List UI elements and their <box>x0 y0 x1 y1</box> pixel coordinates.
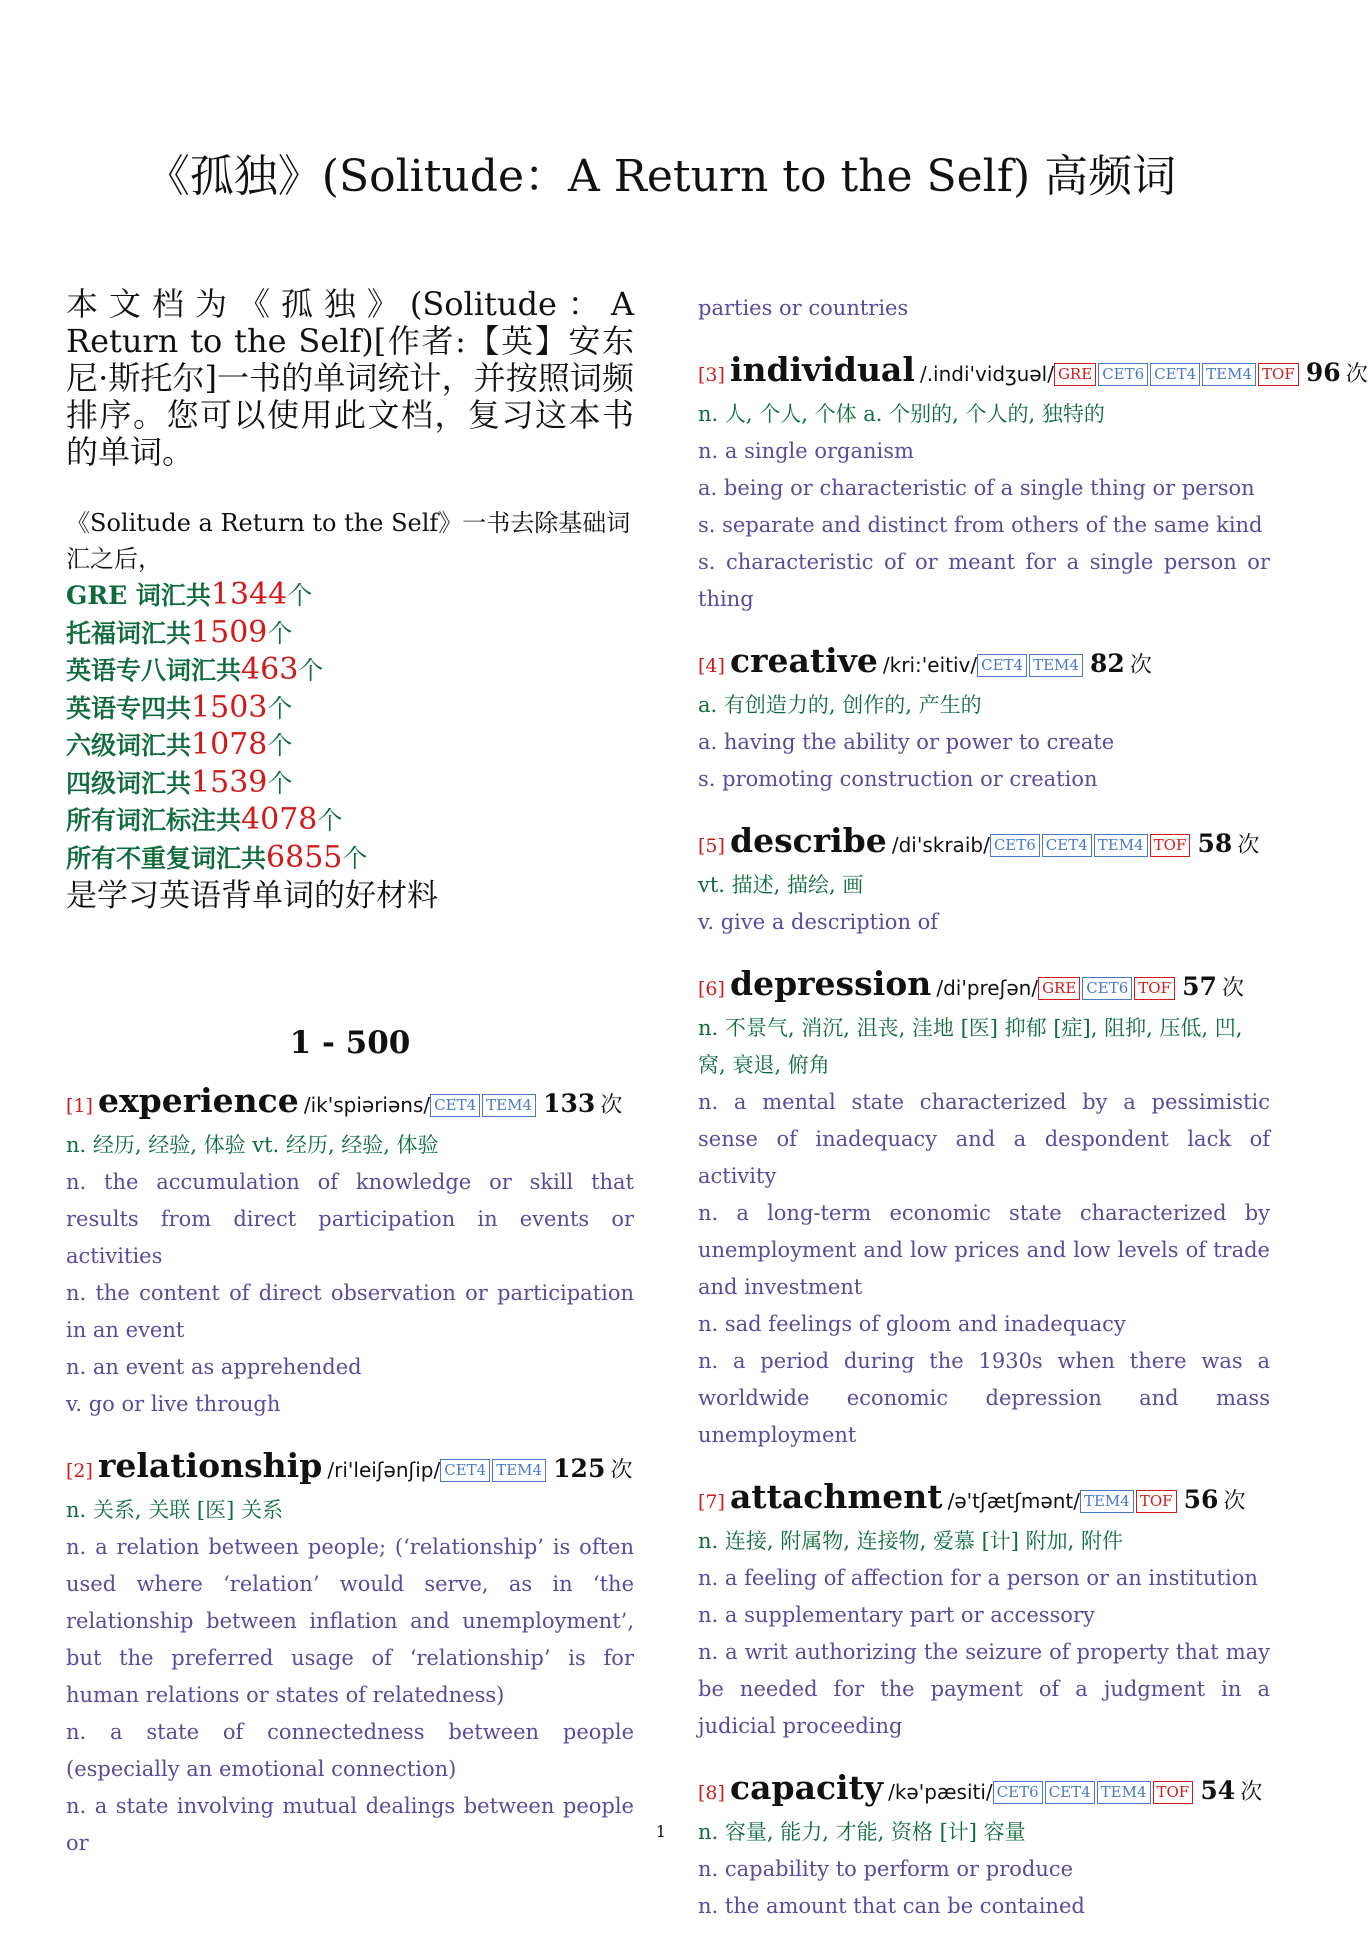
exam-tag-cet4: CET4 <box>1045 1781 1095 1804</box>
frequency-count: 58 <box>1197 829 1233 858</box>
entry-index: [2] <box>66 1460 93 1482</box>
stat-value: 1539 <box>191 764 268 800</box>
stat-unit: 个 <box>267 731 293 760</box>
entry-header <box>698 821 1270 867</box>
stat-line <box>66 727 634 765</box>
entry-index: [4] <box>698 655 725 677</box>
entry-index: [7] <box>698 1491 725 1513</box>
stats-lead: 《Solitude a Return to the Self》一书去除基础词汇之后， <box>66 509 631 573</box>
phonetic: /.indi'vidʒuəl/ <box>919 362 1054 386</box>
frequency-count: 133 <box>543 1089 596 1118</box>
left-entries <box>66 1081 634 1862</box>
entry-index: [1] <box>66 1095 93 1117</box>
chinese-definition: n. 连接, 附属物, 连接物, 爱慕 [计] 附加, 附件 <box>698 1529 1124 1553</box>
stat-unit: 个 <box>298 656 324 685</box>
frequency-unit: 次 <box>1240 1780 1263 1805</box>
english-definition: n. a state involving mutual dealings between people or <box>66 1794 634 1855</box>
stat-value: 6855 <box>266 839 343 875</box>
entry-index: [3] <box>698 364 725 386</box>
phonetic: /kri:'eitiv/ <box>882 653 978 677</box>
chinese-definition: n. 不景气, 消沉, 沮丧, 洼地 [医] 抑郁 [症], 阻抑, 压低, 凹, 窝, 衰退, 俯角 <box>698 1016 1243 1077</box>
stats-closing: 是学习英语背单词的好材料 <box>66 878 438 914</box>
stat-unit: 个 <box>267 693 293 723</box>
exam-tag-tem4: TEM4 <box>1094 834 1148 857</box>
english-definition: n. a supplementary part or accessory <box>698 1603 1095 1627</box>
exam-tag-cet4: CET4 <box>440 1459 490 1482</box>
entry-header <box>698 1768 1270 1814</box>
stats-list <box>66 577 634 877</box>
exam-tag-tof: TOF <box>1153 1781 1194 1804</box>
exam-tag-cet6: CET6 <box>990 834 1040 857</box>
exam-tag-tem4: TEM4 <box>1202 363 1256 386</box>
frequency-unit: 次 <box>1237 833 1260 858</box>
phonetic: /ik'spiəriəns/ <box>303 1093 431 1117</box>
english-definition: n. a period during the 1930s when there was a worldwide economic depression and mass unemployment <box>698 1349 1270 1447</box>
headword: describe <box>730 821 887 860</box>
right-entries <box>698 350 1368 1925</box>
english-definition: n. the accumulation of knowledge or skill that results from direct participation in events or activities <box>66 1170 634 1268</box>
english-definition: n. an event as apprehended <box>66 1355 362 1379</box>
stat-unit: 个 <box>317 806 343 835</box>
entry-header <box>698 964 1270 1010</box>
stat-line <box>66 802 634 840</box>
stat-unit: 个 <box>267 618 293 648</box>
exam-tag-cet6: CET6 <box>1098 363 1148 386</box>
phonetic: /di'skraib/ <box>891 833 990 857</box>
word-entry <box>698 1477 1270 1745</box>
word-entry <box>698 641 1270 798</box>
exam-tag-tof: TOF <box>1136 1490 1177 1513</box>
stat-value: 1344 <box>210 577 288 612</box>
word-entry <box>66 1446 634 1862</box>
stat-label: 英语专四共 <box>66 693 192 723</box>
english-definition: a. having the ability or power to create <box>698 730 1115 754</box>
frequency-count: 57 <box>1182 972 1217 1001</box>
stat-value: 1509 <box>191 614 268 650</box>
english-definition: v. give a description of <box>698 910 939 934</box>
frequency-unit: 次 <box>1129 653 1152 678</box>
exam-tag-cet6: CET6 <box>1082 977 1132 1000</box>
chinese-definition: n. 人, 个人, 个体 a. 个别的, 个人的, 独特的 <box>698 402 1105 426</box>
english-definition: s. separate and distinct from others of the same kind <box>698 513 1263 537</box>
frequency-count: 96 <box>1305 358 1341 387</box>
word-entry <box>698 821 1270 941</box>
english-definition: n. sad feelings of gloom and inadequacy <box>698 1312 1126 1336</box>
english-definition: n. the amount that can be contained <box>698 1894 1085 1918</box>
english-definition: n. a feeling of affection for a person or an institution <box>698 1566 1258 1590</box>
stat-unit: 个 <box>287 581 313 610</box>
frequency-unit: 次 <box>610 1458 633 1483</box>
intro-paragraph: 本文档为《孤独》(Solitude：A Return to the Self)[作者:【英】安东尼·斯托尔]一书的单词统计，并按照词频排序。您可以使用此文档，复习这本书的单词。 <box>66 285 634 471</box>
entry-index: [8] <box>698 1782 725 1804</box>
chinese-definition: a. 有创造力的, 创作的, 产生的 <box>698 693 982 717</box>
page-title: 《孤独》(Solitude：A Return to the Self) 高频词 <box>145 151 1177 202</box>
stat-value: 463 <box>241 652 299 687</box>
entry-header <box>66 1081 634 1127</box>
word-entry <box>698 964 1270 1454</box>
headword: individual <box>730 350 915 389</box>
stat-unit: 个 <box>267 768 293 798</box>
exam-tag-cet4: CET4 <box>977 654 1027 677</box>
stat-value: 1503 <box>191 689 268 725</box>
exam-tag-tof: TOF <box>1134 977 1175 1000</box>
english-definition: n. a mental state characterized by a pessimistic sense of inadequacy and a despondent lack of activity <box>698 1090 1270 1188</box>
exam-tag-cet4: CET4 <box>1042 834 1092 857</box>
stat-label: 所有不重复词汇共 <box>66 843 267 873</box>
exam-tag-tof: TOF <box>1150 834 1191 857</box>
word-entry <box>698 1768 1270 1925</box>
exam-tag-cet6: CET6 <box>993 1781 1043 1804</box>
english-definition: n. a long-term economic state characterized by unemployment and low prices and low levels of trade and investment <box>698 1201 1270 1299</box>
exam-tag-cet4: CET4 <box>1150 363 1200 386</box>
range-heading: 1 - 500 <box>289 1025 411 1061</box>
english-definition: n. a single organism <box>698 439 914 463</box>
english-definition: n. the content of direct observation or participation in an event <box>66 1281 634 1342</box>
entry-header <box>698 350 1368 396</box>
stat-line <box>66 577 634 615</box>
exam-tag-tem4: TEM4 <box>1097 1781 1151 1804</box>
stat-line <box>66 765 634 803</box>
word-entry <box>698 350 1368 618</box>
entry-header <box>698 641 1270 687</box>
exam-tag-cet4: CET4 <box>430 1094 480 1117</box>
exam-tag-tof: TOF <box>1258 363 1299 386</box>
continued-definition: parties or countries <box>698 296 909 320</box>
entry-index: [5] <box>698 835 725 857</box>
frequency-unit: 次 <box>1221 976 1244 1001</box>
frequency-count: 56 <box>1183 1485 1219 1514</box>
exam-tag-gre: GRE <box>1038 977 1080 1000</box>
stat-label: 所有词汇标注共 <box>66 806 242 835</box>
phonetic: /ə'tʃætʃmənt/ <box>947 1489 1080 1513</box>
headword: attachment <box>730 1477 943 1516</box>
english-definition: n. a state of connectedness between people (especially an emotional connection) <box>66 1720 634 1781</box>
phonetic: /kə'pæsiti/ <box>888 1780 993 1804</box>
entry-index: [6] <box>698 978 725 1000</box>
headword: depression <box>730 964 932 1003</box>
exam-tag-tem4: TEM4 <box>482 1094 536 1117</box>
chinese-definition: n. 经历, 经验, 体验 vt. 经历, 经验, 体验 <box>66 1133 439 1157</box>
stat-unit: 个 <box>342 843 368 873</box>
stat-line <box>66 615 634 653</box>
entry-header <box>698 1477 1270 1523</box>
stat-label: 六级词汇共 <box>66 731 192 760</box>
headword: creative <box>730 641 878 680</box>
frequency-count: 54 <box>1200 1776 1236 1805</box>
english-definition: a. being or characteristic of a single thing or person <box>698 476 1255 500</box>
headword: relationship <box>98 1446 323 1485</box>
english-definition: n. capability to perform or produce <box>698 1857 1074 1881</box>
english-definition: n. a relation between people; (‘relationship’ is often used where ‘relation’ would serve, as in ‘the relationship between inflation and unemployment’, but the preferred usage of ‘relationship’ is for human relations or states of relatedness) <box>66 1535 634 1707</box>
page-number: 1 <box>655 1822 667 1841</box>
chinese-definition: vt. 描述, 描绘, 画 <box>698 873 864 897</box>
stat-line <box>66 690 634 728</box>
stat-label: 四级词汇共 <box>66 768 192 798</box>
chinese-definition: n. 关系, 关联 [医] 关系 <box>66 1498 283 1522</box>
exam-tag-tem4: TEM4 <box>1029 654 1083 677</box>
right-column <box>698 290 1368 1948</box>
stat-label: 英语专八词汇共 <box>66 656 242 685</box>
phonetic: /ri'leiʃənʃip/ <box>327 1458 441 1482</box>
english-definition: v. go or live through <box>66 1392 281 1416</box>
stat-value: 1078 <box>191 727 268 762</box>
entry-header <box>66 1446 634 1492</box>
frequency-count: 82 <box>1090 649 1125 678</box>
english-definition: s. characteristic of or meant for a single person or thing <box>698 550 1270 611</box>
english-definition: n. a writ authorizing the seizure of property that may be needed for the payment of a judgment in a judicial proceeding <box>698 1640 1270 1738</box>
frequency-unit: 次 <box>1345 362 1368 387</box>
frequency-unit: 次 <box>1223 1489 1246 1514</box>
headword: experience <box>98 1081 299 1120</box>
exam-tag-tem4: TEM4 <box>1080 1490 1134 1513</box>
chinese-definition: n. 容量, 能力, 才能, 资格 [计] 容量 <box>698 1820 1026 1844</box>
frequency-unit: 次 <box>600 1093 623 1118</box>
exam-tag-tem4: TEM4 <box>492 1459 546 1482</box>
headword: capacity <box>730 1768 883 1807</box>
stat-label: 托福词汇共 <box>66 618 192 648</box>
stat-line <box>66 652 634 690</box>
exam-tag-gre: GRE <box>1054 363 1096 386</box>
english-definition: s. promoting construction or creation <box>698 767 1098 791</box>
stat-line <box>66 840 634 878</box>
frequency-count: 125 <box>553 1454 606 1483</box>
left-column <box>66 286 634 1885</box>
word-entry <box>66 1081 634 1423</box>
stat-value: 4078 <box>241 802 318 837</box>
phonetic: /di'preʃən/ <box>936 976 1039 1000</box>
stat-label: GRE 词汇共 <box>66 581 211 610</box>
